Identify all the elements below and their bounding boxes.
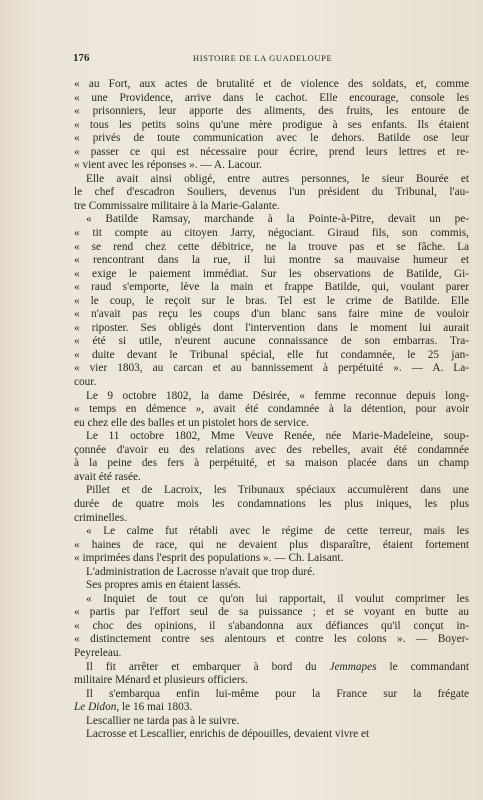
paragraph (74, 484, 469, 525)
text-line: tre Commissaire militaire à la Marie-Galante. (74, 199, 280, 212)
text-line: Il fit arrêter et embarquer à bord du Jemmapes le commandant (86, 660, 469, 673)
text-line: « passer ce qui est nécessaire pour écrire, prend leurs lettres et re- (74, 145, 469, 158)
text-line: « imprimées dans l'esprit des populations ». — Ch. Laisant. (74, 552, 344, 565)
text-line: Le 11 octobre 1802, Mme Veuve Renée, née Marie-Madeleine, soup- (86, 430, 469, 443)
text-line: Peyreleau. (74, 646, 122, 659)
text-line: militaire Ménard et plusieurs officiers. (74, 674, 248, 687)
text-line: « une Providence, arrive dans le cachot. Elle encourage, console les (74, 91, 469, 104)
paragraph (74, 430, 469, 484)
text-line: Pillet et de Lacroix, les Tribunaux spéciaux accumulèrent dans une (86, 484, 469, 497)
text-line: « raud s'emporte, lève la main et frappe Batilde, qui, voulant parer (74, 281, 469, 294)
text-line: « distinctement contre ses alentours et contre les colons ». — Boyer- (74, 633, 469, 646)
text-line: à la peine des fers à perpétuité, et sa maison placée dans un champ (74, 457, 469, 470)
paragraph (74, 593, 469, 661)
text-line: « choc des opinions, il s'abandonna aux défiances qu'il conçut in- (74, 619, 469, 632)
text-line: « tous les petits soins qu'une mère prodigue à ses enfants. Ils étaient (74, 118, 469, 131)
text-line: « temps en démence », avait été condamnée à la détention, pour avoir (74, 403, 469, 416)
text-line: Le Didon, le 16 mai 1803. (74, 701, 193, 714)
text-line: « partis par l'effort seul de sa puissance ; et se voyant en butte au (74, 606, 469, 619)
text-line: « tit compte au citoyen Jarry, négociant. Giraud fils, son commis, (74, 227, 469, 240)
text-line: criminelles. (74, 511, 128, 524)
text-line: « Inquiet de tout ce qu'on lui rapportait, il voulut comprimer les (86, 592, 469, 605)
text-line: « n'avait pas reçu les coups d'un blanc sans faire mine de vouloir (74, 308, 469, 321)
text-line: Elle avait ainsi obligé, entre autres personnes, le sieur Bourée et (86, 172, 469, 185)
paragraph (74, 728, 469, 742)
text-line: « privés de toute communication avec le dehors. Batilde ose leur (74, 132, 469, 145)
paragraph (74, 688, 469, 715)
text-line: « prisonniers, leur apporte des aliments, des fruits, les entoure de (74, 105, 469, 118)
text-line: « Le calme fut rétabli avec le régime de cette terreur, mais les (86, 525, 469, 538)
text-line: « duite devant le Tribunal spécial, elle fut condamnée, le 25 jan- (74, 348, 469, 361)
text-line: « rencontrant dans la rue, il lui montre sa mauvaise humeur et (74, 254, 469, 267)
text-line: « haines de race, qui ne devaient plus disparaître, étaient fortement (74, 538, 469, 551)
paragraph (74, 715, 469, 729)
paragraph (74, 213, 469, 389)
text-line: « vient avec les réponses ». — A. Lacour. (74, 159, 262, 172)
text-line: « le coup, le reçoit sur le bras. Tel est le crime de Batilde. Elle (74, 294, 469, 307)
text-line: L'administration de Lacrosse n'avait que trop duré. (86, 565, 315, 578)
text-line: Lescallier ne tarda pas à le suivre. (86, 714, 240, 727)
paragraph (74, 390, 469, 431)
text-line: « Batilde Ramsay, marchande à la Pointe-à-Pitre, devait un pe- (86, 213, 469, 226)
paragraph (74, 525, 469, 566)
text-line: Lacrosse et Lescallier, enrichis de dépouilles, devaient vivre et (86, 728, 370, 741)
text-line: durée de quatre mois les condamnations les plus iniques, les plus (74, 497, 469, 510)
text-line: eu chez elle des balles et un pistolet hors de service. (74, 416, 309, 429)
text-line: avait été rasée. (74, 470, 141, 483)
paragraph (74, 661, 469, 688)
text-line: « vier 1803, au carcan et au bannissement à perpétuité ». — A. La- (74, 362, 469, 375)
text-line: cour. (74, 376, 97, 389)
running-head: HISTOIRE DE LA GUADELOUPE (193, 53, 333, 63)
page-number: 176 (73, 52, 90, 64)
text-line: « riposter. Ses obligés dont l'intervention dans le moment lui aurait (74, 321, 469, 334)
paragraph (74, 566, 469, 580)
text-line: çonnée d'avoir eu des relations avec des rebelles, avait été condamnée (74, 443, 469, 456)
page-header (73, 52, 469, 66)
text-line: « exige le paiement immédiat. Sur les observations de Batilde, Gi- (74, 267, 469, 280)
text-line: « au Fort, aux actes de brutalité et de violence des soldats, et, comme (74, 78, 469, 90)
text-line: Il s'embarqua enfin lui-même pour la France sur la frégate (86, 687, 469, 700)
body-text (74, 78, 469, 742)
paragraph (74, 579, 469, 593)
text-line: Ses propres amis en étaient lassés. (86, 579, 241, 592)
text-line: « été si utile, n'eurent aucune connaissance de son embarras. Tra- (74, 335, 469, 348)
paragraph (74, 173, 469, 214)
text-line: Le 9 octobre 1802, la dame Désirée, « femme reconnue depuis long- (86, 389, 469, 402)
text-line: « se rend chez cette débitrice, ne la trouve pas et se fâche. La (74, 240, 469, 253)
text-line: le chef d'escadron Souliers, devenus l'un président du Tribunal, l'au- (74, 186, 469, 199)
paragraph (74, 78, 469, 173)
